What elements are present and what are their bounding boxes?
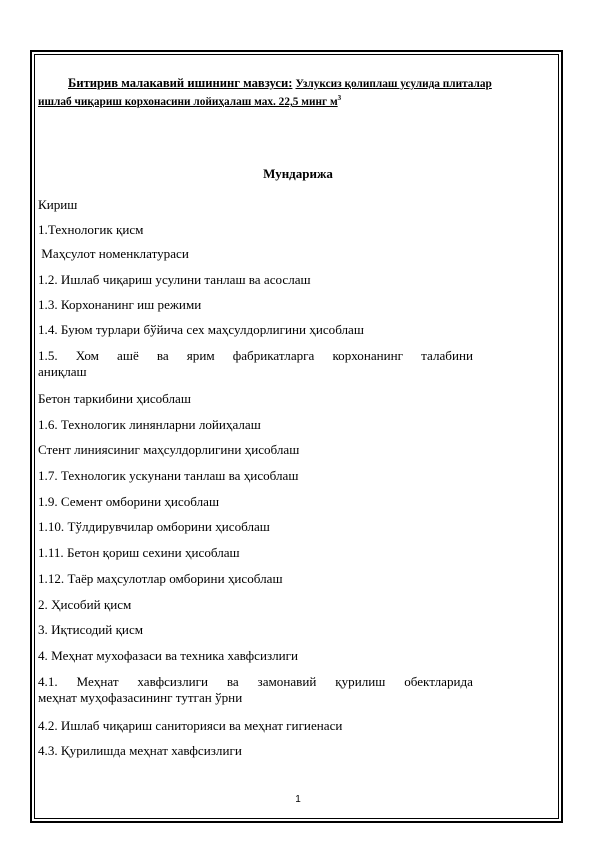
toc-item-line: 1.5. Хом ашё ва ярим фабрикатларга корхонанинг талабини	[38, 348, 473, 363]
toc-item: 1.Технологик қисм	[38, 222, 144, 237]
toc-item: 4. Меҳнат мухофазаси ва техника хавфсизлиги	[38, 648, 299, 663]
thesis-topic-label: Битирив малакавий ишининг мавзуси:	[68, 76, 293, 90]
toc-item: Стент линиясиниг маҳсулдорлигини ҳисоблаш	[38, 442, 300, 457]
toc-item: 1.11. Бетон қориш сехини ҳисоблаш	[38, 545, 240, 560]
toc-item: 1.3. Корхонанинг иш режими	[38, 297, 202, 312]
toc-item	[38, 348, 473, 380]
toc-title: Мундарижа	[263, 166, 333, 181]
toc-item: 1.7. Технологик ускунани танлаш ва ҳисоблаш	[38, 468, 299, 483]
toc-item: Кириш	[38, 197, 78, 212]
toc-item: 2. Ҳисобий қисм	[38, 597, 132, 612]
thesis-topic-title: Узлуксиз қолиплаш усулида плиталар	[295, 78, 492, 90]
toc-item: Маҳсулот номенклатураси	[38, 246, 189, 261]
toc-item-line: 4.1. Меҳнат хавфсизлиги ва замонавий қурилиш обектларида	[38, 674, 473, 689]
thesis-topic-header	[38, 75, 550, 111]
toc-item: 1.10. Тўлдирувчилар омборини ҳисоблаш	[38, 519, 270, 534]
toc-item: 4.3. Қурилишда меҳнат хавфсизлиги	[38, 743, 242, 758]
toc-item: 1.9. Семент омборини ҳисоблаш	[38, 494, 220, 509]
toc-item: 4.2. Ишлаб чиқариш саниторияси ва меҳнат гигиенаси	[38, 718, 343, 733]
toc-item: 3. Иқтисодий қисм	[38, 622, 144, 637]
toc-item-line: меҳнат муҳофазасининг тутган ўрни	[38, 690, 243, 705]
toc-item: 1.6. Технологик линянларни лойиҳалаш	[38, 417, 261, 432]
toc-item: 1.2. Ишлаб чиқариш усулини танлаш ва асослаш	[38, 272, 311, 287]
page-number: 1	[295, 794, 301, 805]
thesis-topic-title-cont: ишлаб чиқариш корхонасини лойиҳалаш мах. 22,5 минг м	[38, 96, 338, 108]
toc-item-line: аниқлаш	[38, 364, 87, 379]
toc-item: 1.12. Таёр маҳсулотлар омборини ҳисоблаш	[38, 571, 283, 586]
toc-item	[38, 674, 473, 706]
toc-item: Бетон таркибини ҳисоблаш	[38, 391, 191, 406]
toc-item: 1.4. Буюм турлари бўйича сех маҳсулдорлигини ҳисоблаш	[38, 322, 364, 337]
thesis-topic-unit-superscript: 3	[337, 94, 342, 102]
